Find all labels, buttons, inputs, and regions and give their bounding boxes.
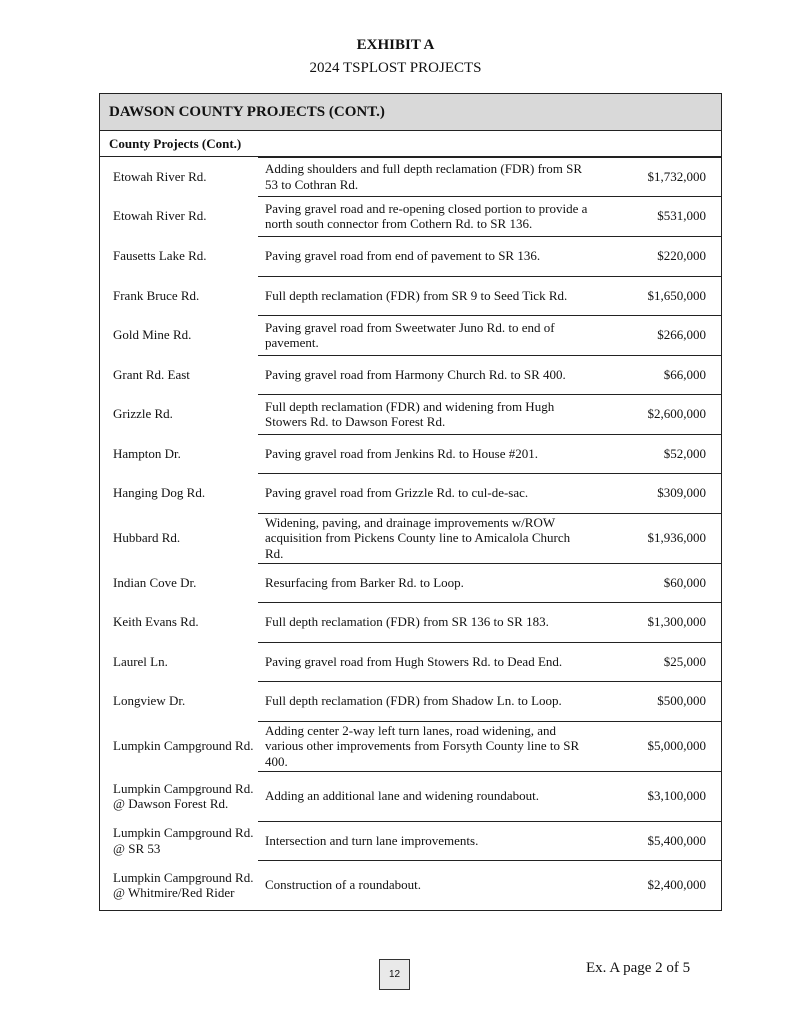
project-name: Longview Dr.: [113, 693, 186, 709]
project-name: Etowah River Rd.: [113, 168, 207, 184]
project-name: Lumpkin Campground Rd.: [113, 738, 254, 754]
table-row: [100, 602, 721, 642]
project-cost: $66,000: [663, 366, 706, 382]
project-description: Paving gravel road from Sweetwater Juno Rd. to end of pavement.: [265, 319, 555, 350]
table-row: [100, 196, 721, 236]
table-row: [100, 236, 721, 276]
project-cost: $52,000: [663, 445, 706, 461]
project-cost: $500,000: [657, 693, 706, 709]
project-name: Lumpkin Campground Rd. @ Whitmire/Red Rider: [113, 869, 254, 900]
project-name: Grizzle Rd.: [113, 406, 173, 422]
table-row: [100, 394, 721, 434]
table-row: [100, 771, 721, 821]
project-name: Laurel Ln.: [113, 653, 168, 669]
table-row: [100, 434, 721, 473]
project-name: Lumpkin Campground Rd. @ Dawson Forest Rd.: [113, 780, 254, 811]
project-description: Paving gravel road from Jenkins Rd. to House #201.: [265, 445, 538, 461]
table-row: [100, 681, 721, 721]
table-row: [100, 821, 721, 860]
project-description: Resurfacing from Barker Rd. to Loop.: [265, 574, 464, 590]
project-cost: $1,936,000: [647, 530, 706, 546]
table-row: [100, 315, 721, 355]
exhibit-page-label: Ex. A page 2 of 5: [586, 960, 691, 976]
exhibit-title: EXHIBIT A: [356, 37, 435, 53]
project-description: Adding an additional lane and widening roundabout.: [265, 788, 540, 804]
project-name: Fausetts Lake Rd.: [113, 248, 207, 264]
table-row: [100, 513, 721, 563]
project-name: Etowah River Rd.: [113, 208, 207, 224]
page-number-box: 12: [379, 959, 410, 990]
project-description: Paving gravel road from Hugh Stowers Rd. to Dead End.: [265, 653, 563, 669]
project-cost: $220,000: [657, 248, 706, 264]
subsection-heading: County Projects (Cont.): [100, 131, 721, 157]
project-name: Hubbard Rd.: [113, 530, 181, 546]
project-cost: $60,000: [663, 574, 706, 590]
project-description: Paving gravel road and re-opening closed portion to provide a north south connector from Cothern Rd. to SR 136.: [265, 200, 588, 231]
project-cost: $1,650,000: [647, 287, 706, 303]
table-body: [100, 157, 721, 910]
project-cost: $266,000: [657, 327, 706, 343]
project-description: Full depth reclamation (FDR) from Shadow Ln. to Loop.: [265, 693, 562, 709]
project-cost: $2,400,000: [647, 877, 706, 893]
project-cost: $1,300,000: [647, 614, 706, 630]
project-cost: $5,000,000: [647, 738, 706, 754]
project-name: Hampton Dr.: [113, 445, 181, 461]
project-description: Paving gravel road from Grizzle Rd. to cul-de-sac.: [265, 485, 529, 501]
table-row: [100, 721, 721, 771]
project-name: Indian Cove Dr.: [113, 574, 197, 590]
project-name: Lumpkin Campground Rd. @ SR 53: [113, 825, 254, 856]
project-description: Full depth reclamation (FDR) from SR 136 to SR 183.: [265, 614, 549, 630]
project-description: Adding center 2-way left turn lanes, road widening, and various other improvements from Forsyth County line to SR 400.: [265, 722, 580, 769]
project-description: Full depth reclamation (FDR) from SR 9 to Seed Tick Rd.: [265, 287, 568, 303]
table-row: [100, 642, 721, 681]
table-row: [100, 157, 721, 196]
table-row: [100, 860, 721, 910]
project-description: Intersection and turn lane improvements.: [265, 832, 479, 848]
project-name: Gold Mine Rd.: [113, 327, 192, 343]
project-cost: $25,000: [663, 653, 706, 669]
table-row: [100, 473, 721, 513]
table-row: [100, 276, 721, 315]
project-cost: $5,400,000: [647, 832, 706, 848]
projects-table: [99, 93, 722, 911]
project-name: Frank Bruce Rd.: [113, 287, 200, 303]
table-row: [100, 355, 721, 394]
project-cost: $309,000: [657, 485, 706, 501]
project-name: Keith Evans Rd.: [113, 614, 199, 630]
section-heading: DAWSON COUNTY PROJECTS (CONT.): [100, 94, 721, 131]
project-name: Grant Rd. East: [113, 366, 190, 382]
project-cost: $531,000: [657, 208, 706, 224]
project-description: Adding shoulders and full depth reclamation (FDR) from SR 53 to Cothran Rd.: [265, 161, 583, 192]
project-description: Widening, paving, and drainage improvements w/ROW acquisition from Pickens County line to Amicalola Church Rd.: [265, 514, 571, 561]
table-row: [100, 563, 721, 602]
project-cost: $1,732,000: [647, 168, 706, 184]
project-cost: $3,100,000: [647, 788, 706, 804]
project-cost: $2,600,000: [647, 406, 706, 422]
project-description: Full depth reclamation (FDR) and widening from Hugh Stowers Rd. to Dawson Forest Rd.: [265, 398, 555, 429]
exhibit-subtitle: 2024 TSPLOST PROJECTS: [309, 60, 482, 76]
project-description: Paving gravel road from end of pavement to SR 136.: [265, 248, 541, 264]
project-name: Hanging Dog Rd.: [113, 485, 206, 501]
project-description: Paving gravel road from Harmony Church Rd. to SR 400.: [265, 366, 566, 382]
project-description: Construction of a roundabout.: [265, 877, 421, 893]
